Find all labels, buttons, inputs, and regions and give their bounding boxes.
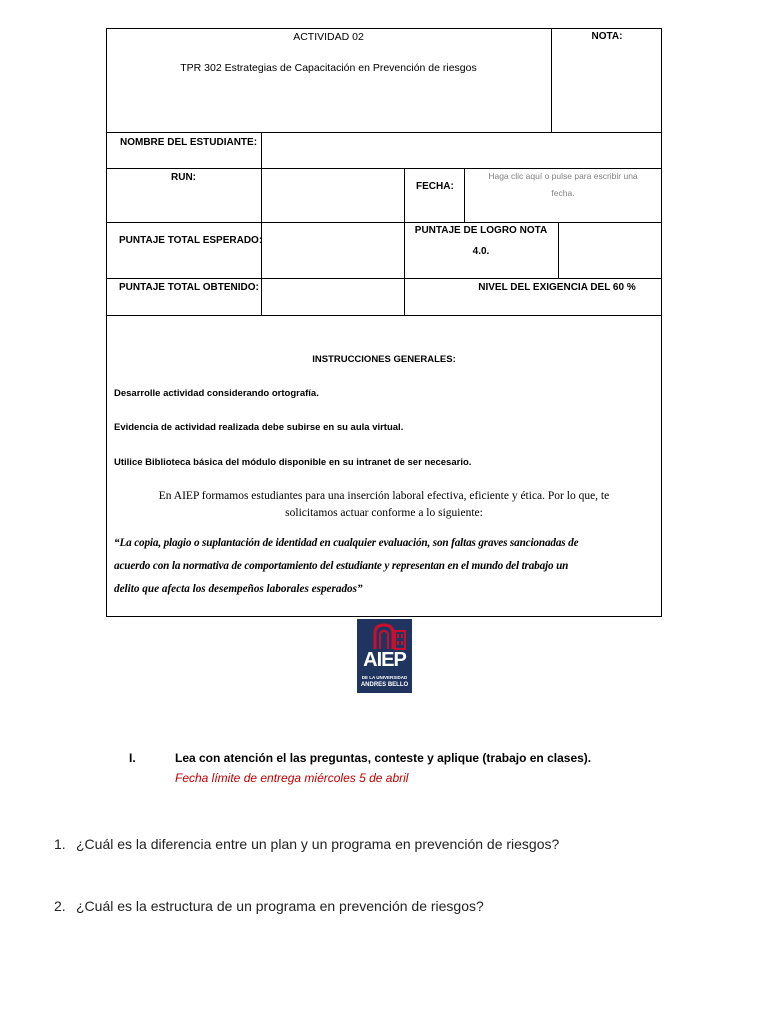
aiep-logo — [357, 619, 412, 693]
instructions-title: INSTRUCCIONES GENERALES: — [312, 354, 456, 365]
grade-field[interactable] — [553, 48, 659, 130]
date-placeholder-line-1: Haga clic aquí o pulse para escribir una — [488, 171, 638, 181]
question-text: ¿Cuál es la diferencia entre un plan y un programa en prevención de riesgos? — [76, 836, 560, 852]
integrity-intro-line-2: solicitamos actuar conforme a lo siguiente: — [285, 507, 483, 519]
integrity-intro-line-1: En AIEP formamos estudiantes para una inserción laboral efectiva, eficiente y ética. Por lo que, te — [158, 490, 610, 502]
integrity-quote-line-3: delito que afecta los desempeños laborales esperados” — [114, 583, 363, 595]
question-number: 1. — [54, 836, 66, 852]
date-field[interactable] — [466, 170, 660, 221]
building-icon — [357, 621, 412, 651]
logo-subtitle-2: ANDRES BELLO — [360, 682, 409, 688]
integrity-quote-line-1: “La copia, plagio o suplantación de identidad en cualquier evaluación, son faltas graves sancionadas de — [114, 537, 579, 549]
section-numeral: I. — [129, 751, 136, 765]
instruction-item: Evidencia de actividad realizada debe subirse en su aula virtual. — [114, 422, 404, 433]
integrity-quote-line-2: acuerdo con la normativa de comportamiento del estudiante y representan en el mundo del trabajo un — [114, 560, 569, 572]
achievement-label-line-2: 4.0. — [472, 246, 490, 257]
requirement-label: NIVEL DEL EXIGENCIA DEL 60 % — [478, 282, 636, 293]
activity-title: ACTIVIDAD 02 — [293, 31, 364, 43]
logo-subtitle-1: DE LA UNIVERSIDAD — [361, 675, 408, 680]
instruction-item: Utilice Biblioteca básica del módulo disponible en su intranet de ser necesario. — [114, 457, 472, 468]
student-name-label: NOMBRE DEL ESTUDIANTE: — [120, 137, 258, 148]
run-label: RUN: — [171, 172, 196, 183]
instruction-item: Desarrolle actividad considerando ortografía. — [114, 388, 319, 399]
question-text: ¿Cuál es la estructura de un programa en prevención de riesgos? — [76, 898, 484, 914]
expected-score-label: PUNTAJE TOTAL ESPERADO: — [119, 235, 263, 246]
deadline-text: Fecha límite de entrega miércoles 5 de abril — [175, 771, 409, 785]
achievement-label-line-1: PUNTAJE DE LOGRO NOTA — [414, 225, 548, 236]
course-title: TPR 302 Estrategias de Capacitación en Prevención de riesgos — [180, 62, 477, 74]
obtained-score-label: PUNTAJE TOTAL OBTENIDO: — [119, 282, 259, 293]
achievement-field[interactable] — [560, 224, 660, 277]
expected-score-field[interactable] — [263, 224, 403, 277]
student-name-field[interactable] — [263, 134, 660, 167]
obtained-score-field[interactable] — [263, 280, 403, 314]
question-item — [54, 836, 559, 852]
date-placeholder-line-2: fecha. — [551, 188, 575, 198]
date-label: FECHA: — [416, 181, 454, 192]
question-number: 2. — [54, 898, 66, 914]
logo-wordmark: AIEP — [363, 649, 406, 671]
grade-label: NOTA: — [591, 31, 623, 42]
run-field[interactable] — [263, 170, 403, 221]
question-item — [54, 898, 484, 914]
section-instruction: Lea con atención el las preguntas, conteste y aplique (trabajo en clases). — [175, 751, 592, 765]
